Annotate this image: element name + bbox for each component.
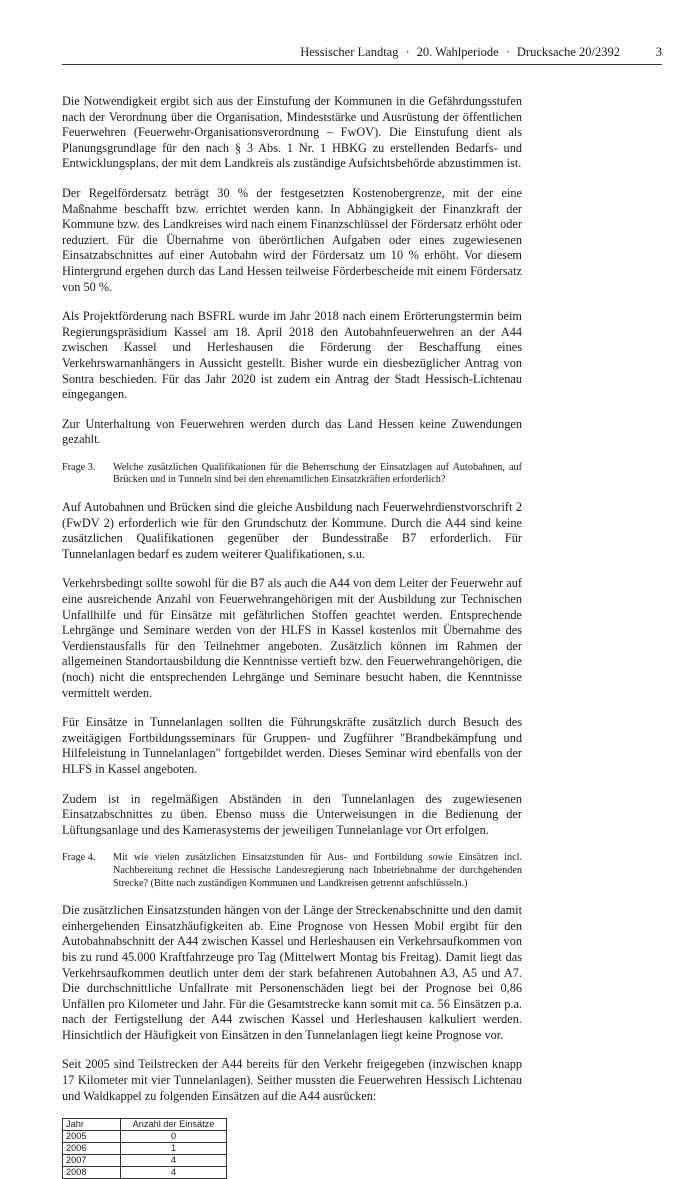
header-info — [62, 43, 620, 61]
table-header-row — [63, 1119, 227, 1131]
table-cell-year: 2006 — [63, 1143, 121, 1155]
paragraph: Der Regelfördersatz beträgt 30 % der festgesetzten Kostenobergrenze, mit der eine Maßnahme beschafft bzw. errichtet werden kann. In Abhängigkeit der Finanzkraft der Kommune bzw. des Landkreises wird nach einem Finanzschlüssel der Fördersatz erhöht oder reduziert. Für die Übernahme von überörtlichen Aufgaben oder eines zugewiesenen Einsatzabschnittes auf einer Autobahn wird der Fördersatz um 10 % erhöht. Vor diesem Hintergrund ergehen durch das Land Hessen teilweise Förderbescheide mit einem Fördersatz von 50 %. — [62, 185, 522, 294]
table-row — [63, 1155, 227, 1167]
header-period: 20. Wahlperiode — [416, 45, 499, 59]
question-label: Frage 3. — [62, 461, 96, 473]
column-header-year: Jahr — [63, 1119, 121, 1131]
column-header-count: Anzahl der Einsätze — [121, 1119, 227, 1131]
table-cell-count: 4 — [121, 1167, 227, 1179]
table-cell-year: 2007 — [63, 1155, 121, 1167]
operations-table — [62, 1118, 227, 1179]
paragraph: Als Projektförderung nach BSFRL wurde im Jahr 2018 nach einem Erörterungstermin beim Regierungspräsidium Kassel am 18. April 2018 den Autobahnfeuerwehren an der A44 zwischen Kassel und Herleshausen die Förderung der Beschaffung eines Verkehrswarnanhängers in Aussicht gestellt. Bisher wurde ein diesbezüglicher Antrag von Sontra beschieden. Für das Jahr 2020 ist zudem ein Antrag der Stadt Hessisch-Lichtenau eingegangen. — [62, 309, 522, 402]
table-cell-year: 2005 — [63, 1131, 121, 1143]
paragraph: Zudem ist in regelmäßigen Abständen in den Tunnelanlagen des zugewiesenen Einsatzabschnittes zu üben. Ebenso muss die Unterweisungen in die Bedienung der Lüftungsanlage und des Kamerasystems der jeweiligen Tunnelanlage vor Ort erfolgen. — [62, 791, 522, 837]
header-document: Drucksache 20/2392 — [516, 45, 620, 59]
paragraph: Die zusätzlichen Einsatzstunden hängen von der Länge der Streckenabschnitte und den damit einhergehenden Einsatzhäufigkeiten ab. Eine Prognose von Hessen Mobil ergibt für den Autobahnabschnitt der A44 zwischen Kassel und Herleshausen ein Verkehrsaufkommen von bis zu rund 45.000 Kraftfahrzeuge pro Tag (Mittelwert Montag bis Freitag). Damit liegt das Verkehrsaufkommen deutlich unter dem der stark befahrenen Autobahnen A3, A5 und A7. Die durchschnittliche Unfallrate mit Personenschäden liegt bei der Prognose bei 0,86 Unfällen pro Kilometer und Jahr. Für die Gesamtstrecke kann somit mit ca. 56 Einsätzen p.a. nach der Fertigstellung der A44 zwischen Kassel und Herleshausen kalkuliert werden. Hinsichtlich der Häufigkeit von Einsätzen in den Tunnelanlagen liegt keine Prognose vor. — [62, 903, 522, 1042]
page-header — [62, 43, 662, 61]
question-label: Frage 4. — [62, 852, 96, 864]
header-separator: · — [505, 45, 510, 59]
table-cell-year: 2008 — [63, 1167, 121, 1179]
table-row — [63, 1167, 227, 1179]
header-separator: · — [405, 45, 410, 59]
header-publisher: Hessischer Landtag — [300, 45, 399, 59]
table-row — [63, 1131, 227, 1143]
paragraph: Zur Unterhaltung von Feuerwehren werden durch das Land Hessen keine Zuwendungen gezahlt. — [62, 416, 522, 447]
paragraph: Für Einsätze in Tunnelanlagen sollten die Führungskräfte zusätzlich durch Besuch des zweitägigen Fortbildungsseminars für Gruppen- und Zugführer "Brandbekämpfung und Hilfeleistung in Tunnelanlagen" fortgebildet werden. Dieses Seminar wird ebenfalls von der HLFS in Kassel angeboten. — [62, 715, 522, 776]
paragraph: Verkehrsbedingt sollte sowohl für die B7 als auch die A44 von dem Leiter der Feuerwehr auf eine ausreichende Anzahl von Feuerwehrangehörigen mit der Ausbildung zur Technischen Unfallhilfe und für Einsätze mit gefährlichen Stoffen geachtet werden. Entsprechende Lehrgänge und Seminare werden von der HLFS in Kassel kostenlos mit Übernahme des Verdienstausfalls für den Teilnehmer angeboten. Zusätzlich können im Rahmen der allgemeinen Standortausbildung die Kenntnisse vertieft bzw. den Feuerwehrangehörigen, die (noch) nicht die entsprechenden Lehrgänge und Seminare besucht haben, die Kenntnisse vermittelt werden. — [62, 576, 522, 700]
document-body — [62, 94, 522, 1179]
table-row — [63, 1143, 227, 1155]
question-text: Welche zusätzlichen Qualifikationen für die Beherrschung der Einsatzlagen auf Autobahnen, auf Brücken und in Tunneln sind bei den ehrenamtlichen Einsatzkräften erforderlich? — [113, 461, 522, 486]
page-number: 3 — [655, 45, 662, 59]
paragraph: Die Notwendigkeit ergibt sich aus der Einstufung der Kommunen in die Gefährdungsstufen nach der Verordnung über die Organisation, Mindeststärke und Ausrüstung der öffentlichen Feuerwehren (Feuerwehr-Organisationsverordnung – FwOV). Die Einstufung dient als Planungsgrundlage für den nach § 3 Abs. 1 Nr. 1 HBKG zu erstellenden Bedarfs- und Entwicklungsplans, der mit dem Landkreis als zuständige Aufsichtsbehörde abzustimmen ist. — [62, 94, 522, 171]
table-cell-count: 0 — [121, 1131, 227, 1143]
header-rule — [62, 64, 662, 65]
question-text: Mit wie vielen zusätzlichen Einsatzstunden für Aus- und Fortbildung sowie Einsätzen incl. Nachbereitung rechnet die Hessische Landesregierung nach Inbetriebnahme der durchgehenden Strecke? (Bitte nach zuständigen Kommunen und Landkreisen getrennt aufschlüsseln.) — [113, 852, 522, 889]
paragraph: Seit 2005 sind Teilstrecken der A44 bereits für den Verkehr freigegeben (inzwischen knapp 17 Kilometer mit vier Tunnelanlagen). Seither mussten die Feuerwehren Hessisch Lichtenau und Waldkappel zu folgenden Einsätzen auf die A44 ausrücken: — [62, 1057, 522, 1103]
table-cell-count: 4 — [121, 1155, 227, 1167]
table-cell-count: 1 — [121, 1143, 227, 1155]
question-4 — [62, 852, 522, 890]
question-3 — [62, 462, 522, 487]
paragraph: Auf Autobahnen und Brücken sind die gleiche Ausbildung nach Feuerwehrdienstvorschrift 2 (FwDV 2) erforderlich wie für den Grundschutz der Kommune. Durch die A44 sind keine zusätzlichen Qualifikationen gegenüber der Bundesstraße B7 erforderlich. Für Tunnelanlagen bedarf es zudem weiterer Qualifikationen, s.u. — [62, 500, 522, 561]
